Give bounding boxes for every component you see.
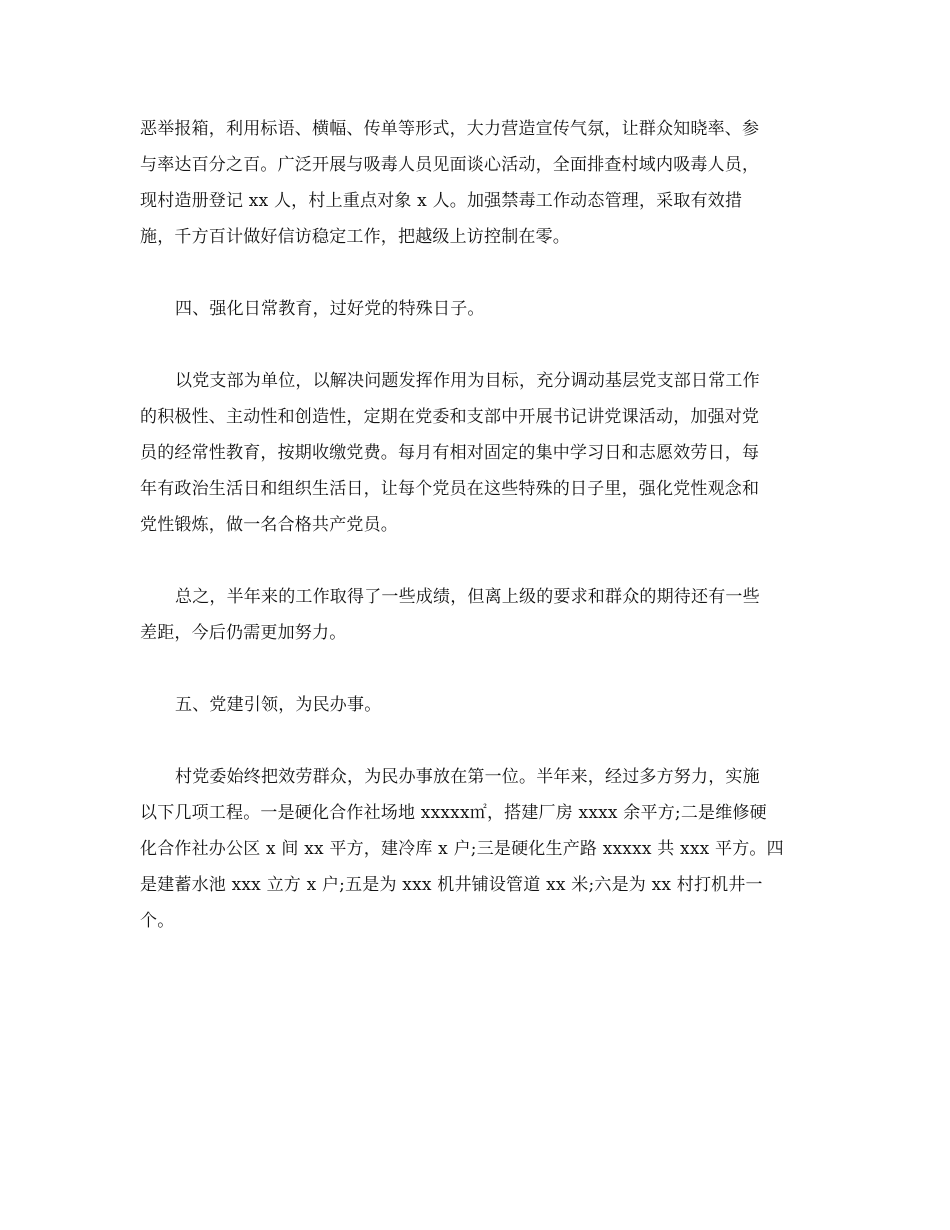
text-line: 个。 xyxy=(140,911,175,931)
text-line: 总之，半年来的工作取得了一些成绩，但离上级的要求和群众的期待还有一些 xyxy=(175,587,760,607)
text-line: 党性锻炼，做一名合格共产党员。 xyxy=(140,515,398,535)
text-line: 化合作社办公区 x 间 xx 平方，建冷库 x 户;三是硬化生产路 xxxxx 共 xxx 平方。四 xyxy=(140,839,784,859)
text-line: 村党委始终把效劳群众，为民办事放在第一位。半年来，经过多方努力，实施 xyxy=(175,767,760,787)
text-line: 现村造册登记 xx 人，村上重点对象 x 人。加强禁毒工作动态管理，采取有效措 xyxy=(140,191,743,211)
text-line: 差距，今后仍需更加努力。 xyxy=(140,623,347,643)
text-line: 的积极性、主动性和创造性，定期在党委和支部中开展书记讲党课活动，加强对党 xyxy=(140,407,760,427)
text-line: 年有政治生活日和组织生活日，让每个党员在这些特殊的日子里，强化党性观念和 xyxy=(140,479,760,499)
text-line: 与率达百分之百。广泛开展与吸毒人员见面谈心活动，全面排查村域内吸毒人员， xyxy=(140,155,760,175)
text-line: 以下几项工程。一是硬化合作社场地 xxxxx㎡，搭建厂房 xxxx 余平方;二是维修硬 xyxy=(140,803,767,823)
text-line: 恶举报箱，利用标语、横幅、传单等形式，大力营造宣传气氛，让群众知晓率、参 xyxy=(140,119,760,139)
section-heading: 五、党建引领，为民办事。 xyxy=(175,695,382,715)
text-line: 以党支部为单位，以解决问题发挥作用为目标，充分调动基层党支部日常工作 xyxy=(175,371,760,391)
section-heading: 四、强化日常教育，过好党的特殊日子。 xyxy=(175,299,485,319)
text-line: 员的经常性教育，按期收缴党费。每月有相对固定的集中学习日和志愿效劳日，每 xyxy=(140,443,760,463)
text-line: 施，千方百计做好信访稳定工作，把越级上访控制在零。 xyxy=(140,227,570,247)
text-line: 是建蓄水池 xxx 立方 x 户;五是为 xxx 机井铺设管道 xx 米;六是为 xx 村打机井一 xyxy=(140,875,763,895)
